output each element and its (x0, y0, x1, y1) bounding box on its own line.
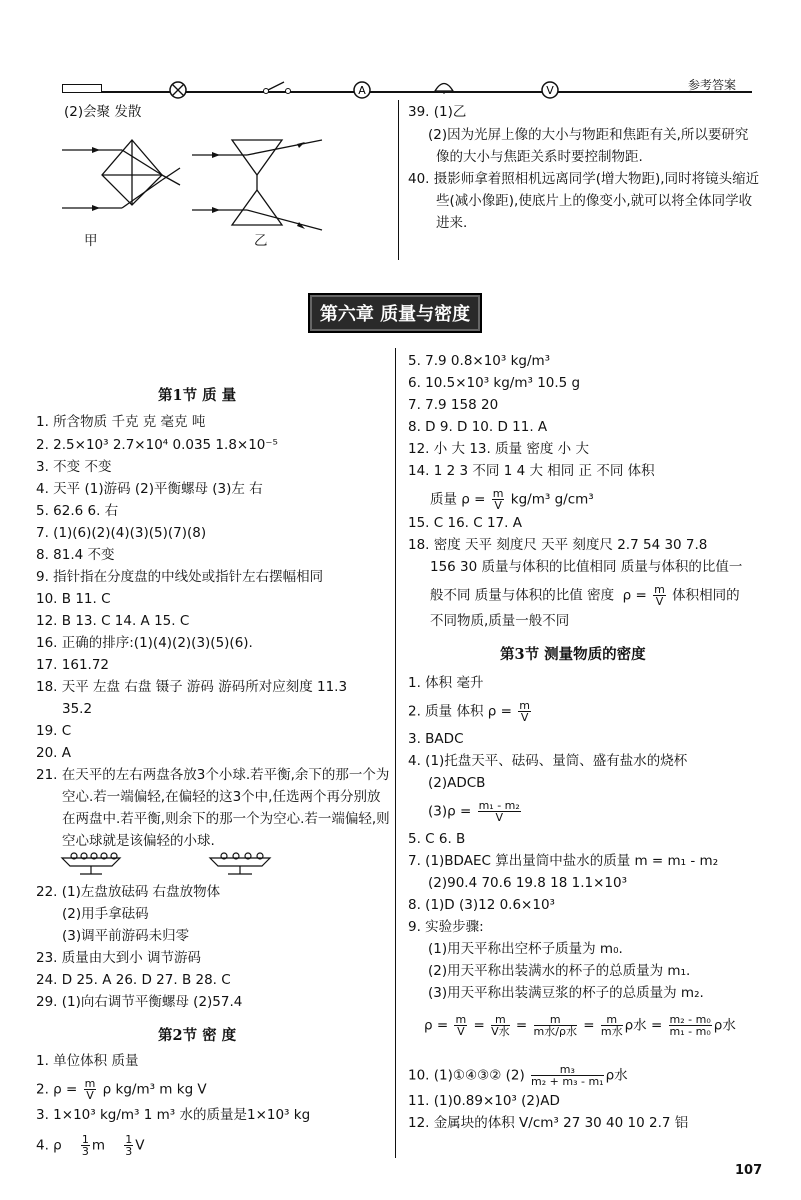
answer-line: 18. 密度 天平 刻度尺 天平 刻度尺 2.7 54 30 7.8 (408, 537, 708, 553)
answer-line: 11. (1)0.89×10³ (2)AD (408, 1093, 560, 1109)
column-divider-top (398, 100, 399, 260)
answer-line: 6. 10.5×10³ kg/m³ 10.5 g (408, 375, 581, 391)
answer-line (430, 488, 594, 511)
answer-line (408, 700, 533, 723)
fraction-denominator: 3 (125, 1145, 133, 1158)
answer-line: (2)90.4 70.6 19.8 18 1.1×10³ (428, 875, 628, 891)
answer-line: 5. C 6. B (408, 831, 466, 847)
top-left-item: (2)会聚 发散 (64, 104, 142, 120)
section-title: 第2节 密 度 (158, 1027, 237, 1044)
answer-line: 3. 不变 不变 (36, 459, 112, 475)
fraction-numerator: m₁ - m₂ (478, 799, 520, 812)
column-divider (395, 348, 396, 1158)
answer-text: 10. (1)①④③② (2) (408, 1067, 525, 1084)
fraction (84, 1078, 97, 1101)
answer-text: V (135, 1137, 145, 1154)
answer-line: 7. (1)(6)(2)(4)(3)(5)(7)(8) (36, 525, 207, 541)
answer-line: 空心.若一端偏轻,在偏轻的这3个中,任选两个再分别放 (62, 789, 381, 805)
fraction-numerator: m₃ (531, 1064, 604, 1076)
answer-line: 9. 指针指在分度盘的中线处或指针左右摆幅相同 (36, 569, 324, 585)
answer-line: 1. 所含物质 千克 克 毫克 吨 (36, 414, 206, 430)
answer-line: 8. (1)D (3)12 0.6×10³ (408, 897, 555, 913)
answer-line: 21. 在天平的左右两盘各放3个小球.若平衡,余下的那一个为 (36, 767, 390, 783)
answer-line: 8. 81.4 不变 (36, 547, 115, 563)
lens-diagram (62, 130, 392, 255)
fraction: $\frac{m}{\text{m水}}$ (600, 1013, 623, 1038)
header-rule (62, 91, 752, 93)
ammeter-icon (352, 80, 372, 100)
top-right-line: (2)因为光屏上像的大小与物距和焦距有关,所以要研究 (428, 127, 749, 143)
answer-line: 7. 7.9 158 20 (408, 397, 499, 413)
answer-text: ρ kg/m³ m kg V (102, 1081, 207, 1098)
answer-line: (2)用天平称出装满水的杯子的总质量为 m₁. (428, 963, 691, 979)
answer-line: 29. (1)向右调节平衡螺母 (2)57.4 (36, 994, 243, 1010)
answer-line: 18. 天平 左盘 右盘 镊子 游码 游码所对应刻度 11.3 (36, 679, 348, 695)
bell-icon (432, 78, 456, 94)
top-right-line: 些(减小像距),使底片上的像变小,就可以将全体同学收 (436, 193, 753, 209)
fraction: $\frac{m}{\text{m水/ρ水}}$ (533, 1013, 577, 1038)
answer-line: 10. B 11. C (36, 591, 111, 607)
answer-line: 空心球就是该偏轻的小球. (62, 833, 215, 849)
top-right-line: 进来. (436, 215, 468, 231)
answer-line: 1. 体积 毫升 (408, 675, 484, 691)
answer-line: (1)用天平称出空杯子质量为 m₀. (428, 941, 623, 957)
fraction (81, 1134, 90, 1157)
formula-line: ρ = $\frac{m}{V}$ = $\frac{m}{\text{V水}}$ = $\frac{m}{\text{m水/ρ水}}$ = $\frac{m}{\text{m水}}$ ρ水 = $\frac{\text{m₂ - m₀}}{\text{m₁ - m₀}}$ ρ水 (424, 1013, 736, 1038)
chapter-title: 第六章 质量与密度 (308, 293, 482, 333)
answer-line: 17. 161.72 (36, 657, 109, 673)
fraction (531, 1064, 604, 1087)
answer-line: 1. 单位体积 质量 (36, 1053, 139, 1069)
fraction-numerator: m (492, 487, 504, 500)
top-right-line: 39. (1)乙 (408, 104, 467, 120)
fraction-denominator: 3 (81, 1145, 89, 1158)
fraction-denominator: V (520, 711, 529, 724)
answer-line: 24. D 25. A 26. D 27. B 28. C (36, 972, 231, 988)
answer-line: 156 30 质量与体积的比值相同 质量与体积的比值一 (430, 559, 743, 575)
fraction (492, 488, 505, 511)
answer-text: ρ = (424, 1017, 449, 1034)
fraction-numerator: m (654, 583, 665, 596)
answer-text: ρ水 (605, 1067, 628, 1084)
answer-line: 5. 7.9 0.8×10³ kg/m³ (408, 353, 551, 369)
top-right-line: 像的大小与焦距关系时要控制物距. (436, 149, 643, 165)
fraction (478, 800, 521, 823)
fraction (653, 584, 666, 607)
answer-line: 不同物质,质量一般不同 (430, 613, 570, 629)
answer-line: 4. 天平 (1)游码 (2)平衡螺母 (3)左 右 (36, 481, 263, 497)
answer-line (36, 1078, 207, 1101)
figure-label-left: 甲 (84, 233, 98, 249)
answer-line: 22. (1)左盘放砝码 右盘放物体 (36, 884, 221, 900)
lamp-icon (168, 80, 188, 100)
answer-line: 般不同 质量与体积的比值 密度 ρ = $\frac{m}{V}$ 体积相同的 (430, 583, 740, 608)
answer-line: 35.2 (62, 701, 93, 717)
section-title: 第3节 测量物质的密度 (500, 646, 646, 663)
answer-line (428, 800, 523, 823)
answer-line: 在两盘中.若平衡,则余下的那一个为空心.若一端偏轻,则 (62, 811, 390, 827)
page-number: 107 (735, 1163, 763, 1178)
answer-line: (3)调平前游码未归零 (62, 928, 190, 944)
answer-text: 2. 质量 体积 ρ = (408, 703, 512, 720)
voltmeter-icon (540, 80, 560, 100)
answer-text: 2. ρ = (36, 1081, 78, 1098)
answer-line: 14. 1 2 3 不同 1 4 大 相同 正 不同 体积 (408, 463, 655, 479)
answer-line: 3. BADC (408, 731, 464, 747)
answer-text: 般不同 质量与体积的比值 密度 (430, 587, 615, 604)
section-title: 第1节 质 量 (158, 387, 237, 404)
answer-line: 7. (1)BDAEC 算出量筒中盐水的质量 m = m₁ - m₂ (408, 853, 719, 869)
answer-line: (2)用手拿砝码 (62, 906, 149, 922)
answer-line (408, 1064, 628, 1087)
answer-line: 8. D 9. D 10. D 11. A (408, 419, 548, 435)
answer-line: (2)ADCB (428, 775, 486, 791)
answer-text: 体积相同的 (672, 587, 740, 604)
fraction-denominator: V (495, 811, 503, 824)
fraction-numerator: m (519, 699, 530, 712)
answer-line: 23. 质量由大到小 调节游码 (36, 950, 202, 966)
top-right-line: 40. 摄影师拿着照相机远离同学(增大物距),同时将镜头缩近 (408, 171, 760, 187)
answer-text: (3)ρ = (428, 803, 472, 820)
answer-line: 16. 正确的排序:(1)(4)(2)(3)(5)(6). (36, 635, 253, 651)
figure-label-right: 乙 (254, 233, 268, 249)
fraction: $\frac{m}{V}$ (455, 1013, 467, 1038)
fraction-numerator: 1 (81, 1133, 89, 1146)
answer-text: kg/m³ g/cm³ (510, 491, 594, 508)
answer-line: 3. 1×10³ kg/m³ 1 m³ 水的质量是1×10³ kg (36, 1107, 311, 1123)
answer-line: 4. (1)托盘天平、砝码、量筒、盛有盐水的烧杯 (408, 753, 688, 769)
fraction-denominator: m₂ + m₃ - m₁ (531, 1075, 604, 1088)
fraction-denominator: V (494, 499, 502, 512)
answer-text: 质量 ρ = (430, 491, 486, 508)
svg-text:A: A (358, 84, 366, 97)
answer-line: 19. C (36, 723, 72, 739)
fraction-denominator: V (655, 595, 664, 608)
switch-icon (262, 80, 292, 96)
fraction-numerator: m (84, 1077, 96, 1090)
fraction (518, 700, 531, 723)
answer-line: (3)用天平称出装满豆浆的杯子的总质量为 m₂. (428, 985, 704, 1001)
fraction: $\frac{\text{m₂ - m₀}}{\text{m₁ - m₀}}$ (669, 1013, 711, 1038)
answer-line: 15. C 16. C 17. A (408, 515, 522, 531)
header-title: 参考答案 (688, 78, 737, 92)
answer-line: 20. A (36, 745, 71, 761)
fraction: $\frac{m}{\text{V水}}$ (491, 1013, 510, 1038)
answer-line: 2. 2.5×10³ 2.7×10⁴ 0.035 1.8×10⁻⁵ (36, 437, 278, 453)
answer-line: 9. 实验步骤: (408, 919, 484, 935)
answer-line (36, 1134, 145, 1157)
answer-text: m (91, 1137, 106, 1154)
answer-text: 4. ρ (36, 1137, 62, 1154)
fraction-numerator: 1 (125, 1133, 133, 1146)
answer-line: 12. 金属块的体积 V/cm³ 27 30 40 10 2.7 铝 (408, 1115, 689, 1131)
balance-figure (60, 852, 280, 878)
resistor-icon (62, 84, 102, 93)
answer-line: 12. 小 大 13. 质量 密度 小 大 (408, 441, 589, 457)
fraction-denominator: V (86, 1089, 94, 1102)
fraction (124, 1134, 133, 1157)
answer-line: 5. 62.6 6. 右 (36, 503, 119, 519)
answer-line: 12. B 13. C 14. A 15. C (36, 613, 190, 629)
svg-text:V: V (546, 84, 554, 97)
